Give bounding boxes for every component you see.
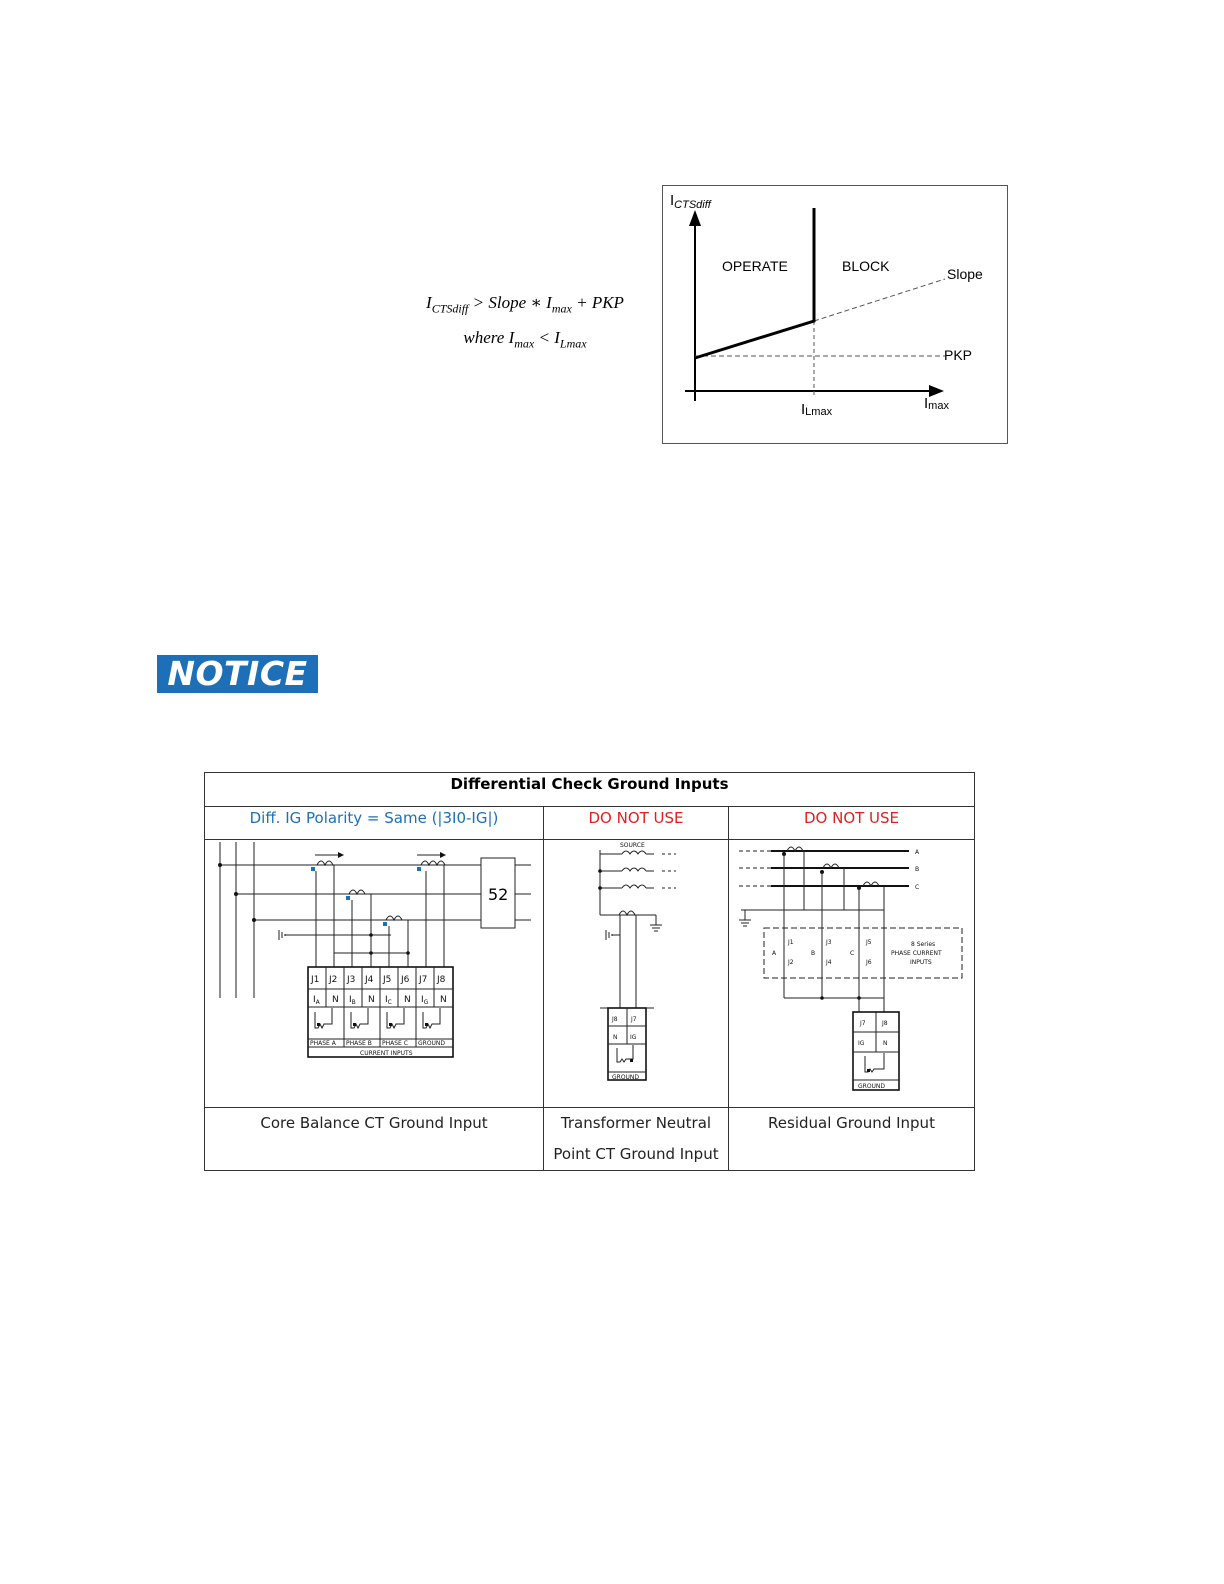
svg-text:J8: J8: [882, 1020, 888, 1027]
operate-boundary: [695, 208, 814, 358]
x-axis-arrow: [929, 385, 944, 397]
svg-text:IC: $I_C$: [385, 995, 392, 1006]
core-balance-diagram: [205, 840, 544, 1108]
svg-text:A: A: [915, 849, 920, 856]
svg-text:IG: $I_G$: [421, 995, 429, 1006]
svg-text:PHASE A: PHASE A: [310, 1040, 336, 1047]
svg-text:8 Series: 8 Series: [911, 941, 936, 948]
notice-badge: NOTICE: [157, 655, 318, 693]
svg-text:IG: IG: [858, 1040, 865, 1047]
characteristic-svg: [663, 186, 1007, 443]
y-axis-arrow: [689, 210, 701, 226]
y-axis-label: $I_{CTSdiff}$: [670, 192, 711, 211]
formula-line-2: where $I_{max} < I_{Lmax}$: [463, 328, 587, 351]
slope-label: Slope: [947, 266, 983, 282]
svg-text:J7: J7: [631, 1016, 637, 1023]
svg-text:N: N: [883, 1040, 888, 1047]
column-header-core-balance: Diff. IG Polarity = Same (|3I0-IG|): [205, 807, 544, 840]
svg-text:J3: J3: [347, 975, 356, 985]
svg-text:GROUND: GROUND: [612, 1074, 640, 1081]
svg-text:B: B: [915, 866, 920, 873]
slope-extension: [814, 279, 945, 321]
svg-text:INPUTS: INPUTS: [910, 959, 932, 966]
svg-text:J3: J3: [826, 939, 832, 946]
svg-text:J8: J8: [437, 975, 446, 985]
breaker-label: 52: [488, 885, 509, 904]
svg-text:N: N: [440, 995, 447, 1005]
svg-text:J2: J2: [329, 975, 338, 985]
svg-text:N: N: [332, 995, 339, 1005]
operating-characteristic-chart: [662, 185, 1008, 444]
svg-text:GROUND: GROUND: [418, 1040, 446, 1047]
svg-text:J4: J4: [365, 975, 374, 985]
svg-text:J5: J5: [383, 975, 392, 985]
svg-text:J6: J6: [401, 975, 410, 985]
svg-text:IA: $I_A$: [313, 995, 320, 1006]
formula-line-1: $I_{CTSdiff}$ > Slope ∗ $I_{max}$ + PKP: [426, 293, 624, 316]
pkp-label: PKP: [944, 347, 973, 363]
svg-text:J2: J2: [788, 959, 794, 966]
caption-core-balance: Core Balance CT Ground Input: [205, 1108, 544, 1171]
core-balance-svg: [205, 840, 543, 1103]
operate-label: OPERATE: [722, 258, 788, 274]
ground-inputs-table: [204, 772, 975, 1171]
residual-ground-svg: [729, 840, 974, 1103]
table-title: Differential Check Ground Inputs: [205, 773, 975, 807]
svg-text:CURRENT INPUTS: CURRENT INPUTS: [360, 1050, 413, 1057]
svg-text:IB: $I_B$: [349, 995, 356, 1006]
svg-text:N: N: [613, 1034, 618, 1041]
svg-text:J4: J4: [826, 959, 832, 966]
residual-ground-diagram: [729, 840, 975, 1108]
svg-text:C: C: [850, 950, 855, 957]
svg-text:IG: IG: [630, 1034, 637, 1041]
svg-text:GROUND: GROUND: [858, 1083, 886, 1090]
svg-text:A: A: [772, 950, 777, 957]
pickup-formula: [390, 288, 660, 359]
lmax-label: ILmax: [801, 401, 833, 418]
svg-text:B: B: [811, 950, 816, 957]
caption-residual: Residual Ground Input: [729, 1108, 975, 1171]
column-header-residual: DO NOT USE: [729, 807, 975, 840]
svg-text:J1: J1: [788, 939, 794, 946]
column-header-neutral: DO NOT USE: [544, 807, 729, 840]
caption-neutral: Transformer Neutral Point CT Ground Input: [544, 1108, 729, 1171]
svg-text:PHASE CURRENT: PHASE CURRENT: [891, 950, 942, 957]
svg-text:J7: J7: [860, 1020, 866, 1027]
svg-text:N: N: [404, 995, 411, 1005]
svg-text:J7: J7: [419, 975, 428, 985]
svg-text:J6: J6: [866, 959, 872, 966]
svg-text:PHASE C: PHASE C: [382, 1040, 408, 1047]
svg-text:J1: J1: [311, 975, 320, 985]
svg-text:J8: J8: [612, 1016, 618, 1023]
svg-text:PHASE B: PHASE B: [346, 1040, 372, 1047]
svg-text:C: C: [915, 884, 920, 891]
x-axis-label: Imax: [924, 395, 949, 412]
svg-text:J5: J5: [866, 939, 872, 946]
transformer-neutral-svg: [544, 840, 728, 1103]
svg-text:SOURCE: SOURCE: [620, 842, 645, 849]
transformer-neutral-diagram: [544, 840, 729, 1108]
block-label: BLOCK: [842, 258, 890, 274]
svg-text:N: N: [368, 995, 375, 1005]
